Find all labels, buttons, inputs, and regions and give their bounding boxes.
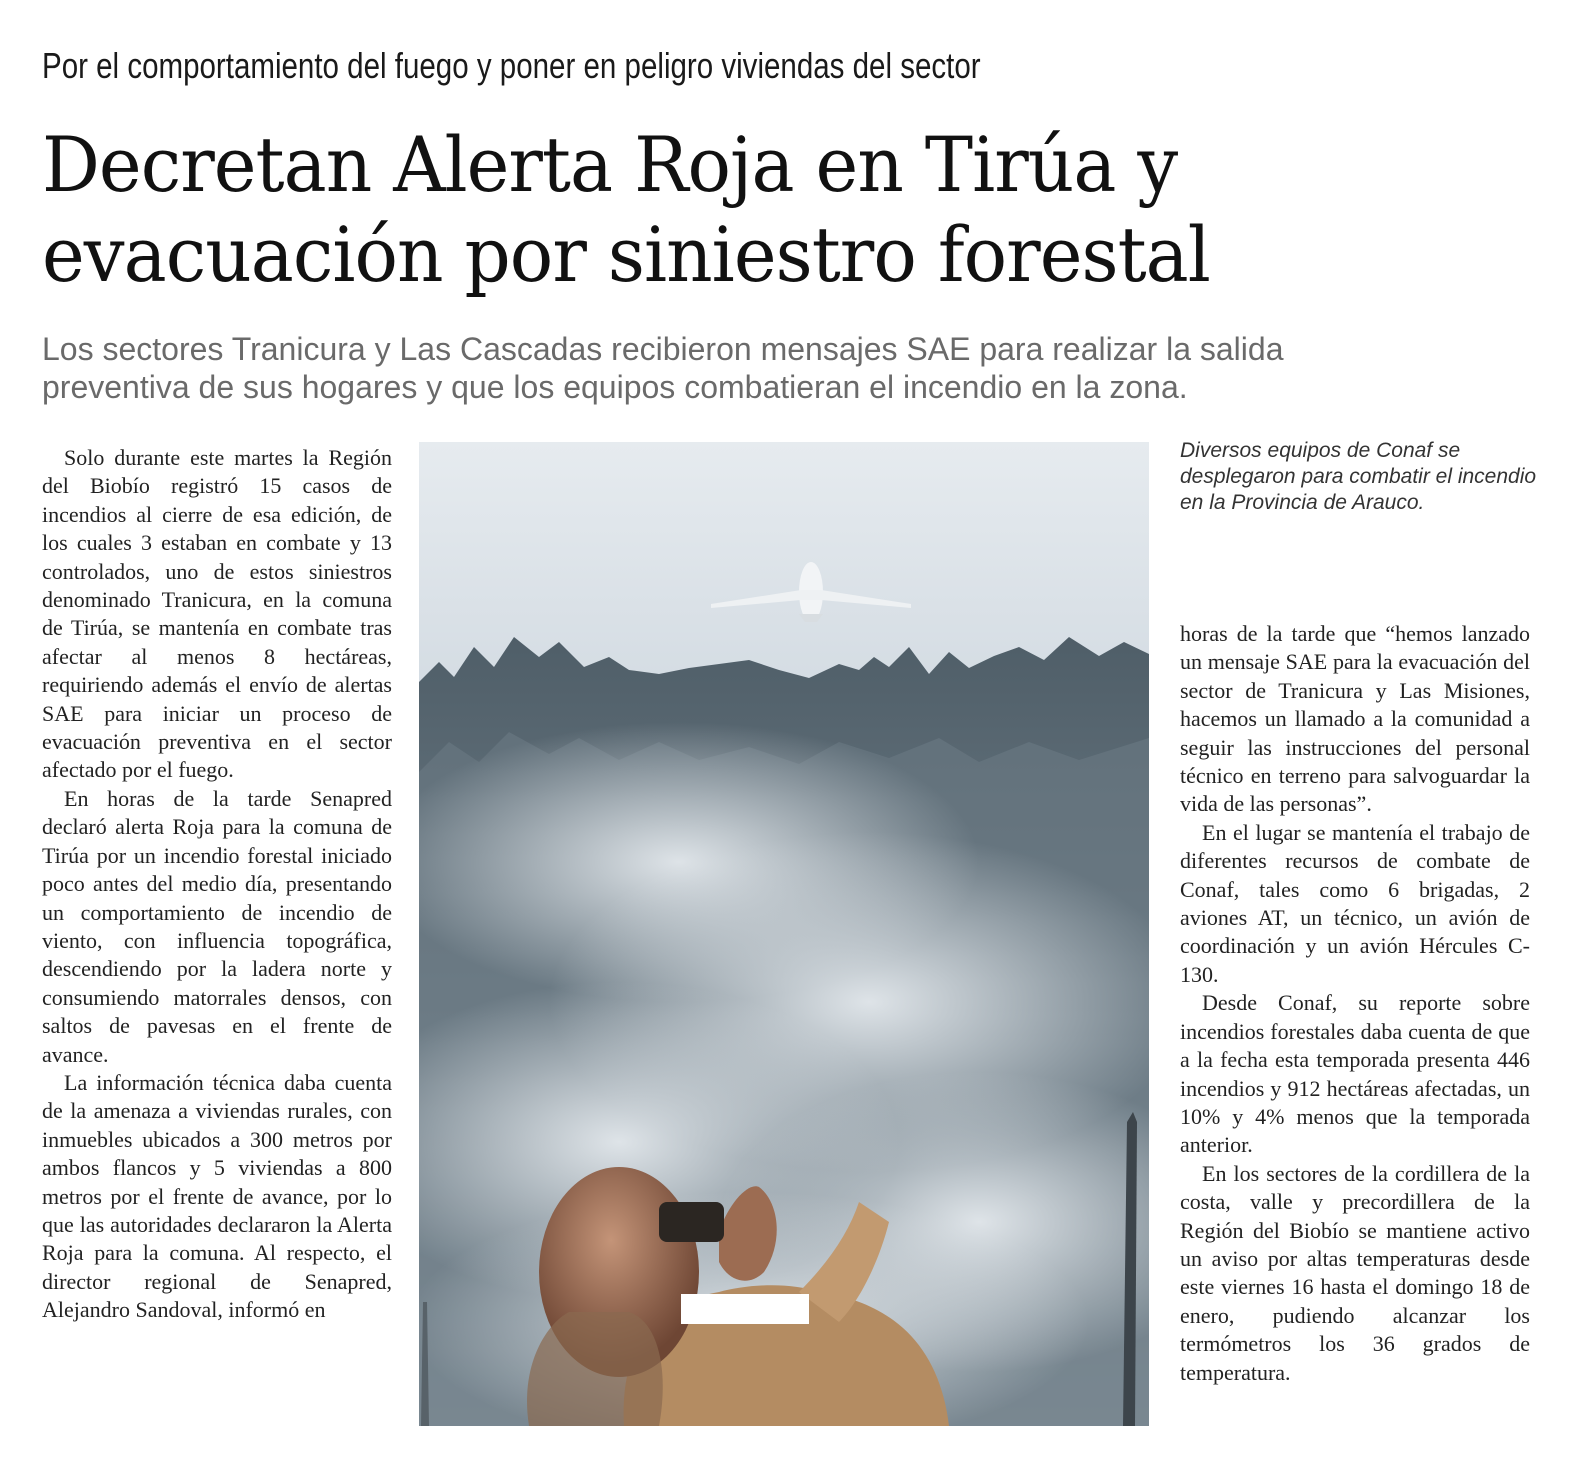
right-column [1180, 620, 1530, 1387]
paragraph: Solo durante este martes la Región del Biobío registró 15 casos de incendios al cierre de esa edición, de los cuales 3 estaban en combate y 13 controlados, uno de estos siniestros denominado Tranicura, en la comuna de Tirúa, se mantenía en combate tras afectar al menos 8 hectáreas, requiriendo además el envío de alertas SAE para iniciar un proceso de evacuación preventiva en el sector afectado por el fuego. [42, 445, 392, 783]
deck-line: preventiva de sus hogares y que los equipos combatieran el incendio en la zona. [42, 369, 1188, 405]
photo-credit-box [681, 1294, 809, 1324]
deck [42, 330, 1542, 406]
kicker: Por el comportamiento del fuego y poner en peligro viviendas del sector [42, 45, 981, 86]
paragraph: La información técnica daba cuenta de la amenaza a viviendas rurales, con inmuebles ubicados a 300 metros por ambos flancos y 5 viviendas a 800 metros por el frente de avance, por lo que las autoridades declararon la Alerta Roja para la comuna. Al respecto, el director regional de Senapred, Alejandro Sandoval, informó en [42, 1069, 392, 1323]
photo-caption: Diversos equipos de Conaf se desplegaron para combatir el incendio en la Provincia de Arauco. [1180, 439, 1537, 514]
paragraph: En horas de la tarde Senapred declaró alerta Roja para la comuna de Tirúa por un incendio forestal iniciado poco antes del medio día, presentando un comportamiento de incendio de viento, con influencia topográfica, descendiendo por la ladera norte y consumiendo matorrales densos, con saltos de pavesas en el frente de avance. [42, 785, 392, 1067]
headline-line: Decretan Alerta Roja en Tirúa y [42, 120, 1178, 209]
paragraph: En los sectores de la cordillera de la costa, valle y precordillera de la Región del Biobío se mantiene activo un aviso por altas temperaturas desde este viernes 16 hasta el domingo 18 de enero, pudiendo alcanzar los termómetros los 36 grados de temperatura. [1180, 1160, 1530, 1385]
paragraph: En el lugar se mantenía el trabajo de diferentes recursos de combate de Conaf, tales como 6 brigadas, 2 aviones AT, un técnico, un avión de coordinación y un avión Hércules C-130. [1180, 819, 1530, 987]
paragraph: Desde Conaf, su reporte sobre incendios forestales daba cuenta de que a la fecha esta temporada presenta 446 incendios y 912 hectáreas afectadas, un 10% y 4% menos que la temporada anterior. [1180, 990, 1530, 1158]
paragraph: horas de la tarde que “hemos lanzado un mensaje SAE para la evacuación del sector de Tranicura y Las Misiones, hacemos un llamado a la comunidad a seguir las instrucciones del personal técnico en terreno para salvoguardar la vida de las personas”. [1180, 621, 1530, 817]
headline-line: evacuación por siniestro forestal [42, 210, 1210, 299]
deck-line: Los sectores Tranicura y Las Cascadas recibieron mensajes SAE para realizar la salida [42, 331, 1284, 367]
headline [42, 120, 1448, 300]
news-photo [419, 442, 1149, 1426]
left-column [42, 444, 392, 1325]
